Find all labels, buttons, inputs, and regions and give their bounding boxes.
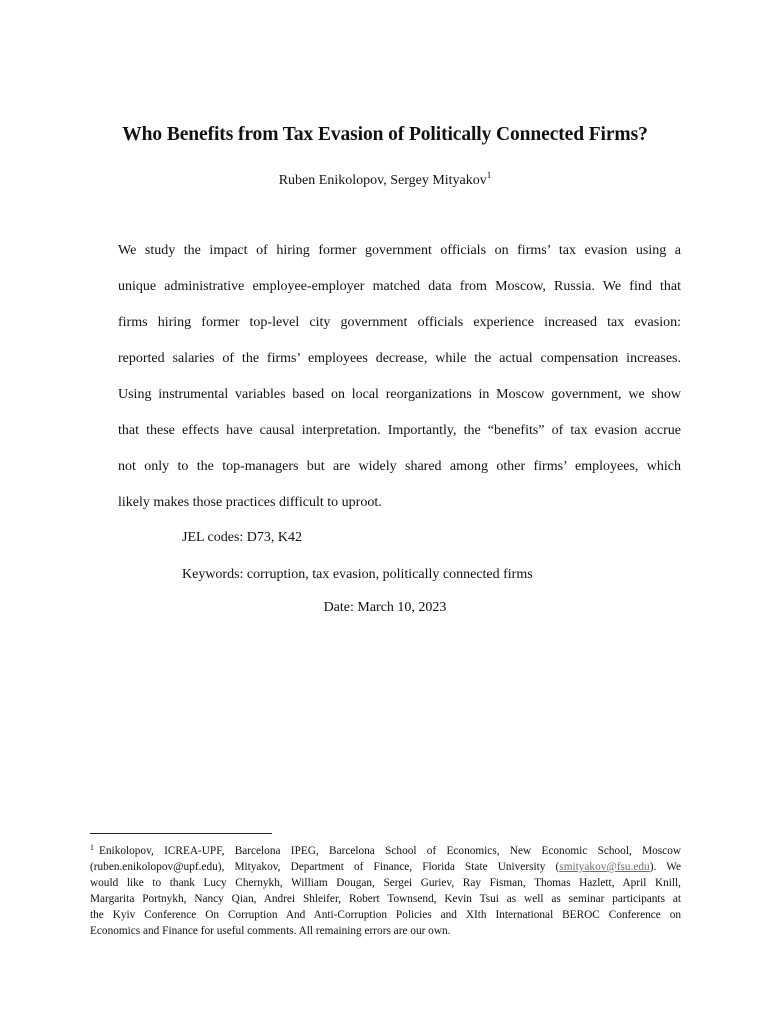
abstract-line: Using instrumental variables based on local reorganizations in Moscow government, we show: [118, 387, 681, 402]
paper-date: Date: March 10, 2023: [323, 600, 447, 615]
email-link[interactable]: smityakov@fsu.edu: [559, 861, 650, 873]
abstract-line: We study the impact of hiring former government officials on firms’ tax evasion using a: [118, 243, 681, 258]
footnote-line: the Kyiv Conference On Corruption And Anti-Corruption Policies and XIth International BEROC Conference on: [90, 909, 681, 921]
author-footnote-marker[interactable]: 1: [486, 170, 492, 180]
abstract-line: not only to the top-managers but are widely shared among other firms’ employees, which: [118, 459, 681, 474]
footnote-text: Enikolopov, ICREA-UPF, Barcelona IPEG, Barcelona School of Economics, New Economic School, Moscow: [99, 845, 681, 857]
abstract-line: that these effects have causal interpretation. Importantly, the “benefits” of tax evasion accrue: [118, 423, 681, 438]
abstract-line: unique administrative employee-employer matched data from Moscow, Russia. We find that: [118, 279, 681, 294]
footnote-line: Margarita Portnykh, Nancy Qian, Andrei Shleifer, Robert Townsend, Kevin Tsui as well as seminar participants at: [90, 893, 681, 905]
footnote-text: ). We: [649, 861, 681, 873]
paper-title: Who Benefits from Tax Evasion of Politically Connected Firms?: [122, 124, 648, 145]
footnote-divider: [90, 833, 272, 834]
footnote-line: would like to thank Lucy Chernykh, William Dougan, Sergei Guriev, Ray Fisman, Thomas Hazlett, April Knill,: [90, 877, 681, 889]
footnote-line: [90, 859, 681, 875]
abstract-line: likely makes those practices difficult to uproot.: [118, 495, 382, 510]
abstract-line: reported salaries of the firms’ employees decrease, while the actual compensation increases.: [118, 351, 681, 366]
jel-codes: JEL codes: D73, K42: [182, 530, 303, 545]
abstract-line: firms hiring former top-level city government officials experience increased tax evasion:: [118, 315, 681, 330]
footnote-line: [90, 843, 681, 859]
footnote-text: (ruben.enikolopov@upf.edu), Mityakov, Department of Finance, Florida State University (: [90, 861, 560, 873]
footnote-line: Economics and Finance for useful comments. All remaining errors are our own.: [90, 925, 451, 937]
keywords: Keywords: corruption, tax evasion, politically connected firms: [182, 567, 533, 582]
abstract: [118, 241, 681, 529]
author-line: [0, 170, 770, 189]
footnote-marker: 1: [90, 843, 94, 852]
author-names: Ruben Enikolopov, Sergey Mityakov: [278, 173, 487, 188]
footnote: [90, 843, 681, 939]
